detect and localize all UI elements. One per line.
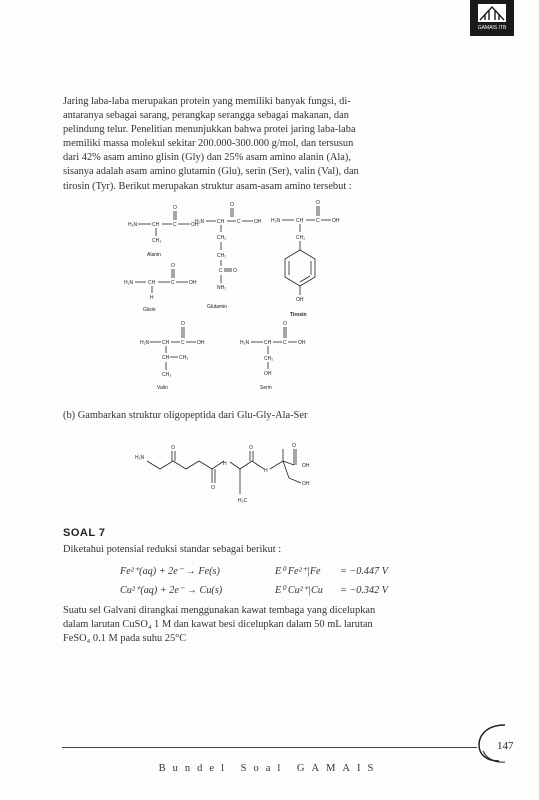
amino-name-glisin: Glisin [143, 307, 156, 313]
paragraph-line: sisanya adalah asam amino glutamin (Glu), serin (Ser), valin (Val), dan [63, 166, 359, 178]
amino-name-tirosin: Tirosin [290, 312, 307, 318]
atom-label: H₂N [124, 280, 134, 286]
atom-label: OH [191, 222, 199, 228]
footer-rule [62, 747, 477, 748]
atom-label: CH [217, 219, 225, 225]
soal-line: Suatu sel Galvani dirangkai menggunakan kawat tembaga yang dicelupkan [63, 605, 376, 616]
atom-label: CH₃ [162, 372, 172, 378]
atom-label: CH [148, 280, 156, 286]
atom-label: O [249, 445, 253, 451]
amino-name-glutamin: Glutamin [207, 304, 228, 310]
atom-label: O [211, 485, 215, 491]
amino-name-valin: Valin [157, 385, 168, 391]
equation-cu-reaction: Cu²⁺(aq) + 2e⁻ → Cu(s) [120, 585, 223, 596]
atom-label: OH [332, 218, 340, 224]
atom-label: O [233, 268, 237, 274]
atom-label: CH [264, 340, 272, 346]
logo-text: GAMAIS ITB [477, 25, 507, 31]
paragraph-line: Jaring laba-laba merupakan protein yang memiliki banyak fungsi, di- [63, 96, 351, 107]
atom-label: H₃C [238, 498, 248, 504]
atom-label: C [171, 280, 175, 286]
paragraph-line: antaranya sebagai sarang, perangkap serangga sebagai makanan, dan [63, 110, 349, 122]
equation-cu-potential-value: = −0.342 V [340, 585, 388, 596]
soal-intro: Diketahui potensial reduksi standar sebagai berikut : [63, 544, 282, 555]
atom-label: OH [197, 340, 205, 346]
atom-label: OH [296, 297, 304, 303]
atom-label: CH₃ [152, 238, 162, 244]
amino-name-serin: Serin [260, 385, 272, 391]
page-number-badge [475, 721, 521, 765]
question-b: (b) Gambarkan struktur oligopeptida dari Glu-Gly-Ala-Ser [63, 410, 308, 421]
atom-label: C [316, 218, 320, 224]
atom-label: C [173, 222, 177, 228]
paragraph-line: dari 42% asam amino glisin (Gly) dan 25% asam amino alanin (Ala), [63, 152, 351, 164]
paragraph-line: pelindung telur. Penelitian menunjukkan bahwa protei jaring laba-laba [63, 124, 356, 136]
soal-line: FeSO₄ 0.1 M pada suhu 25°C [63, 633, 187, 645]
atom-label: CH [152, 222, 160, 228]
atom-label: CH [162, 340, 170, 346]
atom-label: CH₂ [217, 253, 227, 259]
atom-label: O [292, 443, 296, 449]
atom-label: C [237, 219, 241, 225]
equation-fe-potential-value: = −0.447 V [340, 566, 388, 577]
footer-title: Bundel Soal GAMAIS [158, 763, 381, 774]
atom-label: O [230, 202, 234, 208]
atom-label: CH [296, 218, 304, 224]
atom-label: OH [302, 463, 310, 469]
atom-label: C [283, 340, 287, 346]
atom-label: H₂N [128, 222, 138, 228]
atom-label: C [181, 340, 185, 346]
atom-label: OH [302, 481, 310, 487]
page-number: 147 [497, 740, 514, 752]
soal-line: dalam larutan CuSO₄ 1 M dan kawat besi dicelupkan dalam 50 mL larutan [63, 619, 373, 631]
amino-name-alanin: Alanin [147, 252, 161, 258]
equation-fe-potential-label: E⁰ Fe²⁺|Fe [275, 566, 321, 577]
equation-fe-reaction: Fe²⁺(aq) + 2e⁻ → Fe(s) [120, 566, 220, 577]
soal-title: SOAL 7 [63, 527, 106, 539]
atom-label: O [171, 445, 175, 451]
atom-label: H [264, 468, 268, 474]
equation-cu-potential-label: E⁰ Cu²⁺|Cu [275, 585, 323, 596]
atom-label: O [171, 263, 175, 269]
atom-label: CH₂ [296, 235, 306, 241]
atom-label: H₂N [240, 340, 250, 346]
atom-label: C [219, 268, 223, 274]
atom-label: OH [264, 371, 272, 377]
atom-label: H₂N [140, 340, 150, 346]
atom-label: CH [162, 355, 170, 361]
atom-label: O [283, 321, 287, 327]
atom-label: H₂N [195, 219, 205, 225]
atom-label: OH [298, 340, 306, 346]
atom-label: OH [254, 219, 262, 225]
atom-label: CH₂ [264, 356, 274, 362]
atom-label: OH [189, 280, 197, 286]
soal-text [63, 604, 481, 646]
atom-label: NH₂ [217, 285, 227, 291]
atom-label: H [223, 461, 227, 467]
atom-label: O [181, 321, 185, 327]
atom-label: CH₃ [179, 355, 189, 361]
atom-label: O [173, 205, 177, 211]
atom-label: CH₂ [217, 235, 227, 241]
paragraph-line: memiliki massa molekul sekitar 200.000-300.000 g/mol, dan tersusun [63, 138, 354, 150]
atom-label: H₂N [135, 455, 145, 461]
atom-label: H₂N [271, 218, 281, 224]
atom-label: H [150, 295, 154, 301]
paragraph-line: tirosin (Tyr). Berikut merupakan struktur asam-asam amino tersebut : [63, 180, 352, 192]
atom-label: O [316, 200, 320, 206]
